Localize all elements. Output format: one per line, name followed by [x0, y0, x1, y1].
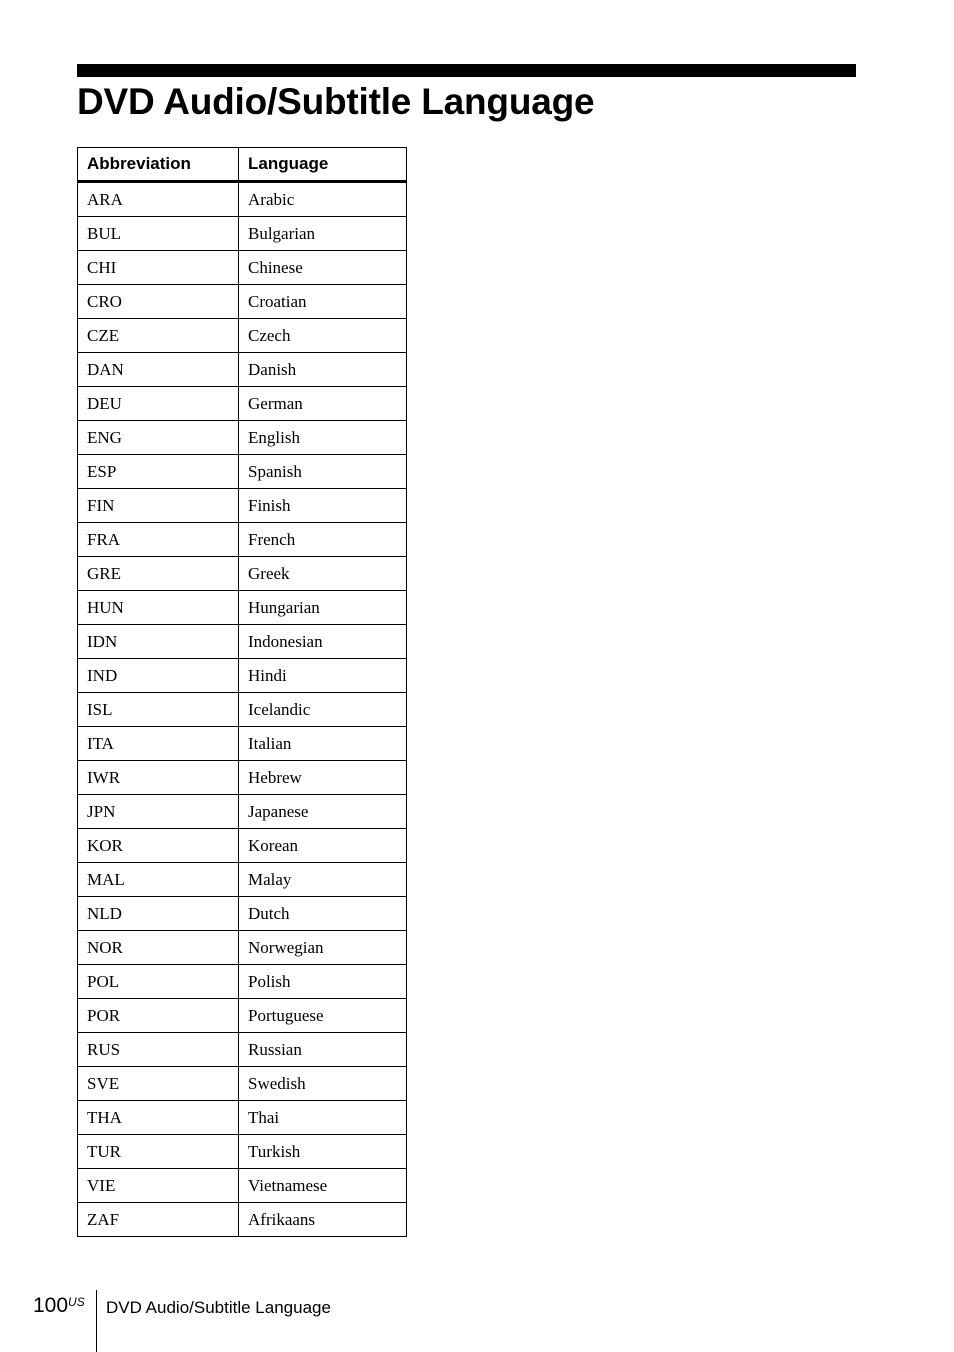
abbreviation-cell: POL: [78, 965, 239, 999]
table-row: [78, 897, 407, 931]
language-cell: German: [239, 387, 407, 421]
table-row: [78, 455, 407, 489]
abbreviation-cell: MAL: [78, 863, 239, 897]
abbreviation-cell: IDN: [78, 625, 239, 659]
abbreviation-cell: IWR: [78, 761, 239, 795]
table-row: [78, 1067, 407, 1101]
table-row: [78, 829, 407, 863]
table-row: [78, 931, 407, 965]
language-cell: Dutch: [239, 897, 407, 931]
abbreviation-cell: FIN: [78, 489, 239, 523]
abbreviation-cell: ITA: [78, 727, 239, 761]
abbreviation-cell: CZE: [78, 319, 239, 353]
table-header-row: [78, 148, 407, 182]
language-cell: Turkish: [239, 1135, 407, 1169]
table-row: [78, 319, 407, 353]
language-cell: Chinese: [239, 251, 407, 285]
table-row: [78, 387, 407, 421]
abbreviation-cell: BUL: [78, 217, 239, 251]
language-cell: Afrikaans: [239, 1203, 407, 1237]
abbreviation-cell: SVE: [78, 1067, 239, 1101]
abbreviation-cell: CHI: [78, 251, 239, 285]
language-cell: Norwegian: [239, 931, 407, 965]
page-number-value: 100: [33, 1294, 69, 1317]
language-cell: Finish: [239, 489, 407, 523]
language-cell: Hindi: [239, 659, 407, 693]
table-row: [78, 863, 407, 897]
language-cell: Spanish: [239, 455, 407, 489]
abbreviation-cell: VIE: [78, 1169, 239, 1203]
table-row: [78, 761, 407, 795]
table-row: [78, 795, 407, 829]
table-row: [78, 693, 407, 727]
table-row: [78, 217, 407, 251]
page-number: [33, 1294, 85, 1318]
table-row: [78, 965, 407, 999]
title-rule: [77, 64, 856, 77]
language-cell: Greek: [239, 557, 407, 591]
language-cell: Hungarian: [239, 591, 407, 625]
language-cell: Thai: [239, 1101, 407, 1135]
page-number-suffix: US: [68, 1295, 85, 1309]
abbreviation-cell: ZAF: [78, 1203, 239, 1237]
abbreviation-cell: IND: [78, 659, 239, 693]
language-cell: Icelandic: [239, 693, 407, 727]
abbreviation-cell: DAN: [78, 353, 239, 387]
language-cell: Japanese: [239, 795, 407, 829]
language-table: [77, 147, 407, 1237]
abbreviation-cell: RUS: [78, 1033, 239, 1067]
abbreviation-cell: GRE: [78, 557, 239, 591]
language-cell: French: [239, 523, 407, 557]
table-row: [78, 489, 407, 523]
language-cell: Czech: [239, 319, 407, 353]
abbreviation-cell: ESP: [78, 455, 239, 489]
table-row: [78, 1203, 407, 1237]
abbreviation-cell: DEU: [78, 387, 239, 421]
abbreviation-cell: KOR: [78, 829, 239, 863]
table-row: [78, 285, 407, 319]
abbreviation-cell: ARA: [78, 182, 239, 217]
table-row: [78, 557, 407, 591]
abbreviation-cell: POR: [78, 999, 239, 1033]
language-cell: Croatian: [239, 285, 407, 319]
abbreviation-cell: ISL: [78, 693, 239, 727]
footer-divider: [96, 1290, 97, 1352]
language-cell: Bulgarian: [239, 217, 407, 251]
language-cell: English: [239, 421, 407, 455]
language-cell: Malay: [239, 863, 407, 897]
abbreviation-cell: FRA: [78, 523, 239, 557]
language-cell: Arabic: [239, 182, 407, 217]
header-abbreviation: Abbreviation: [78, 148, 239, 182]
abbreviation-cell: HUN: [78, 591, 239, 625]
table-row: [78, 182, 407, 217]
table-row: [78, 251, 407, 285]
language-cell: Polish: [239, 965, 407, 999]
abbreviation-cell: ENG: [78, 421, 239, 455]
table-row: [78, 523, 407, 557]
table-row: [78, 1101, 407, 1135]
language-cell: Swedish: [239, 1067, 407, 1101]
header-language: Language: [239, 148, 407, 182]
language-cell: Italian: [239, 727, 407, 761]
table-row: [78, 659, 407, 693]
abbreviation-cell: NOR: [78, 931, 239, 965]
abbreviation-cell: CRO: [78, 285, 239, 319]
abbreviation-cell: JPN: [78, 795, 239, 829]
table-row: [78, 591, 407, 625]
language-cell: Indonesian: [239, 625, 407, 659]
language-cell: Hebrew: [239, 761, 407, 795]
language-cell: Portuguese: [239, 999, 407, 1033]
language-cell: Russian: [239, 1033, 407, 1067]
table-row: [78, 421, 407, 455]
language-cell: Vietnamese: [239, 1169, 407, 1203]
table-row: [78, 999, 407, 1033]
abbreviation-cell: NLD: [78, 897, 239, 931]
table-row: [78, 1169, 407, 1203]
table-row: [78, 1033, 407, 1067]
table-row: [78, 625, 407, 659]
language-cell: Danish: [239, 353, 407, 387]
page-title: DVD Audio/Subtitle Language: [77, 81, 595, 122]
table-row: [78, 353, 407, 387]
abbreviation-cell: TUR: [78, 1135, 239, 1169]
abbreviation-cell: THA: [78, 1101, 239, 1135]
table-row: [78, 1135, 407, 1169]
footer-section-title: DVD Audio/Subtitle Language: [106, 1298, 331, 1317]
table-body: [78, 182, 407, 1237]
language-cell: Korean: [239, 829, 407, 863]
table-row: [78, 727, 407, 761]
